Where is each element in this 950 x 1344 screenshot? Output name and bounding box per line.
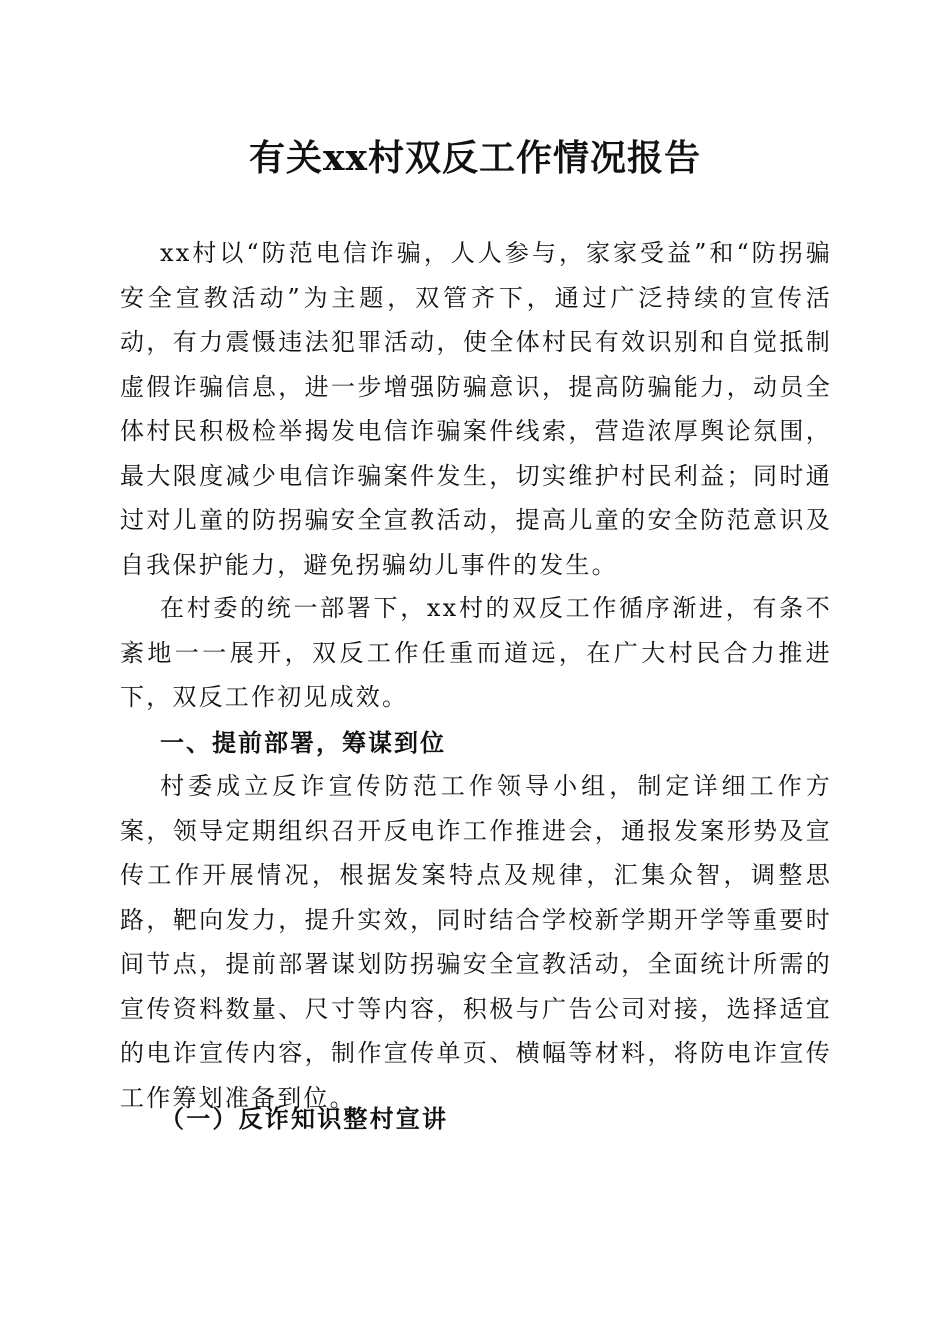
intro-paragraph: xx村以“防范电信诈骗，人人参与，家家受益”和“防拐骗安全宣教活动”为主题，双管齐下，通过广泛持续的宣传活动，有力震慑违法犯罪活动，使全体村民有效识别和自觉抵制虚假诈骗信息，进一步增强防骗意识，提高防骗能力，动员全体村民积极检举揭发电信诈骗案件线索，营造浓厚舆论氛围，最大限度减少电信诈骗案件发生，切实维护村民利益；同时通过对儿童的防拐骗安全宣教活动，提高儿童的安全防范意识及自我保护能力，避免拐骗幼儿事件的发生。 <box>120 239 832 579</box>
document-title: 有关xx村双反工作情况报告 <box>249 137 701 179</box>
section-paragraph: 村委成立反诈宣传防范工作领导小组，制定详细工作方案，领导定期组织召开反电诈工作推进会，通报发案形势及宣传工作开展情况，根据发案特点及规律，汇集众智，调整思路，靶向发力，提升实效，同时结合学校新学期开学等重要时间节点，提前部署谋划防拐骗安全宣教活动，全面统计所需的宣传资料数量、尺寸等内容，积极与广告公司对接，选择适宜的电诈宣传内容，制作宣传单页、横幅等材料，将防电诈宣传工作筹划准备到位。 <box>120 772 832 1112</box>
progress-paragraph: 在村委的统一部署下，xx村的双反工作循序渐进，有条不紊地一一展开，双反工作任重而道远，在广大村民合力推进下，双反工作初见成效。 <box>120 594 832 711</box>
section-heading: 一、提前部署，筹谋到位 <box>160 729 446 757</box>
subsection-heading: （一）反诈知识整村宣讲 <box>160 1104 449 1133</box>
